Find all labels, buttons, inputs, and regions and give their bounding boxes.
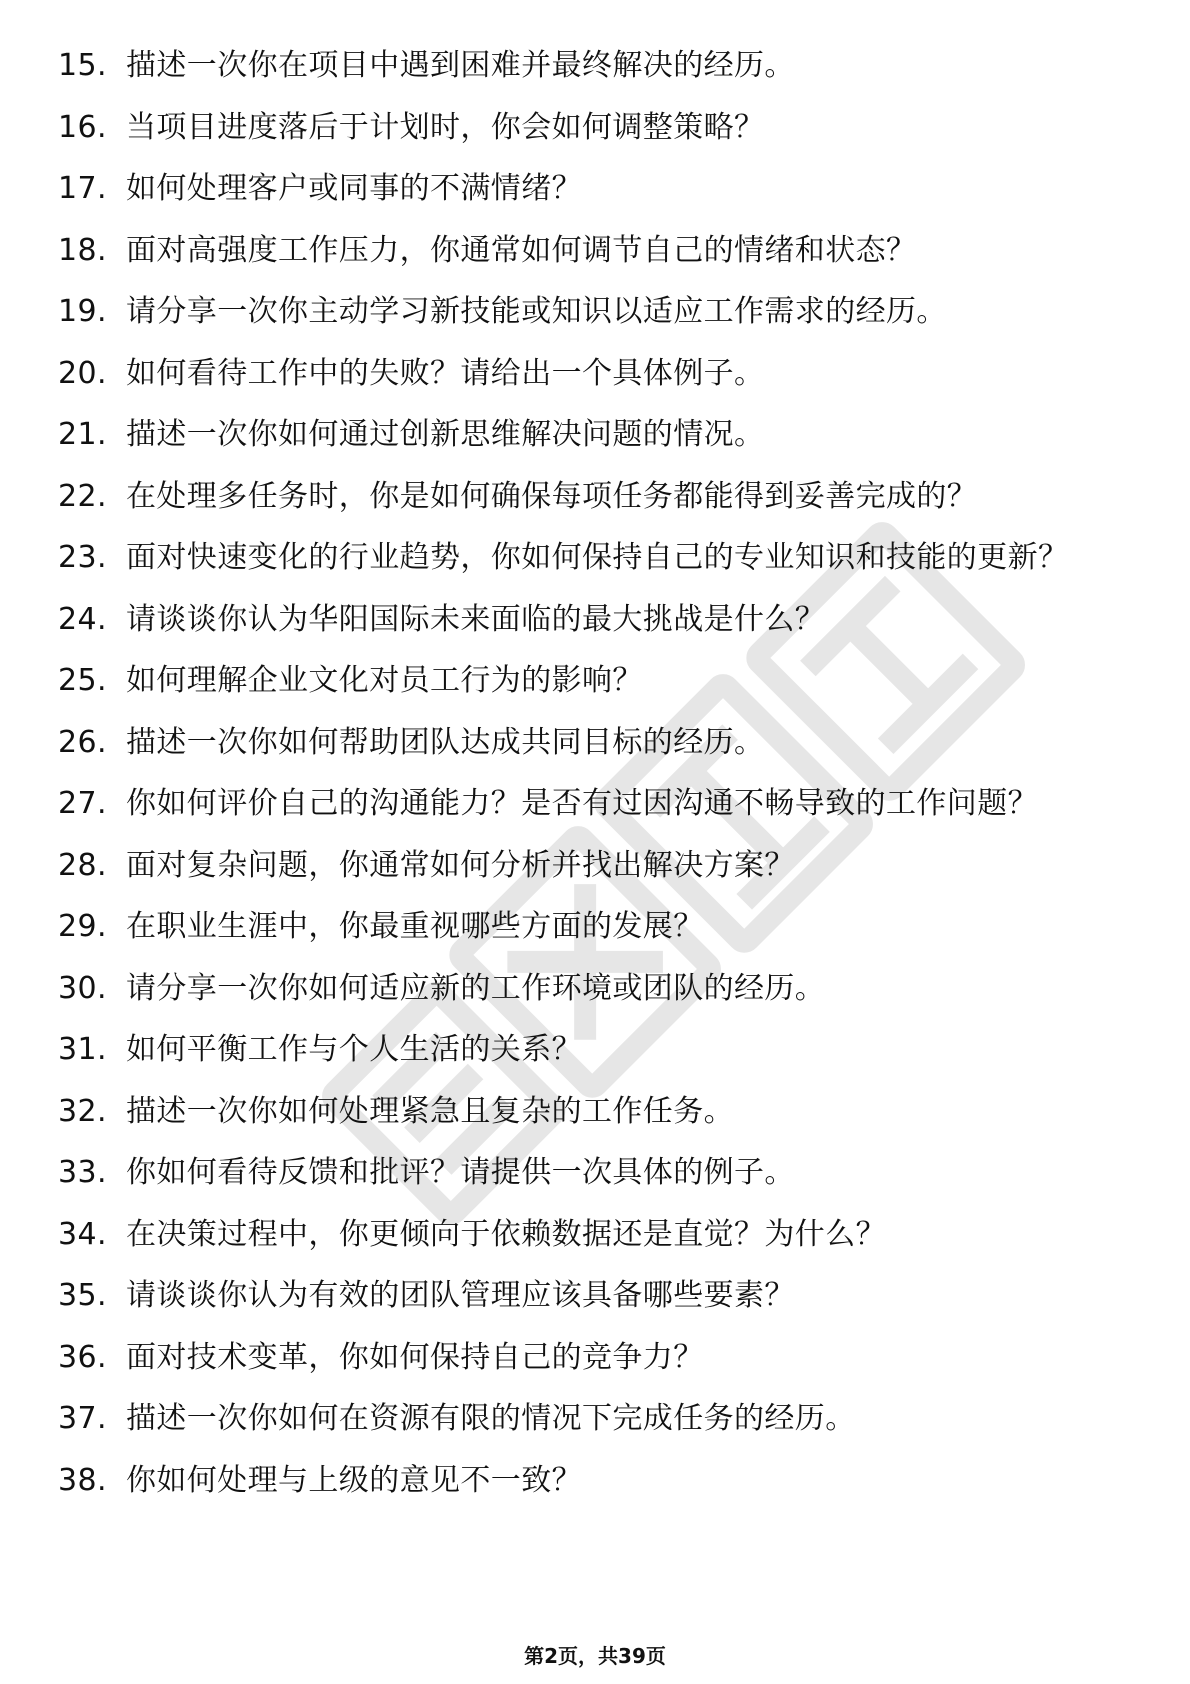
question-text: 描述一次你在项目中遇到困难并最终解决的经历。 <box>126 48 795 83</box>
list-item <box>58 1274 1118 1317</box>
question-text: 当项目进度落后于计划时，你会如何调整策略？ <box>126 109 765 145</box>
list-item <box>58 782 1118 825</box>
question-text: 描述一次你如何在资源有限的情况下完成任务的经历。 <box>126 1401 856 1436</box>
question-number: 24. <box>58 601 107 637</box>
question-number: 17. <box>58 171 107 206</box>
question-text: 请谈谈你认为有效的团队管理应该具备哪些要素？ <box>126 1278 795 1313</box>
list-item <box>58 967 1118 1010</box>
question-text: 面对复杂问题，你通常如何分析并找出解决方案？ <box>126 847 795 883</box>
question-number: 18. <box>58 232 107 268</box>
list-item <box>58 1090 1118 1133</box>
question-number: 31. <box>58 1032 107 1067</box>
question-text: 如何理解企业文化对员工行为的影响？ <box>126 663 643 698</box>
question-text: 描述一次你如何帮助团队达成共同目标的经历。 <box>126 724 765 760</box>
question-number: 23. <box>58 540 107 575</box>
list-item <box>58 475 1118 518</box>
question-text: 描述一次你如何通过创新思维解决问题的情况。 <box>126 417 765 452</box>
question-number: 16. <box>58 109 107 145</box>
list-item <box>58 229 1118 272</box>
question-number: 25. <box>58 663 107 698</box>
list-item <box>58 1459 1118 1502</box>
question-text: 你如何处理与上级的意见不一致？ <box>126 1462 582 1498</box>
list-item <box>58 844 1118 887</box>
list-item <box>58 721 1118 764</box>
list-item <box>58 1336 1118 1379</box>
list-item <box>58 413 1118 456</box>
question-number: 26. <box>58 724 107 760</box>
list-item <box>58 1213 1118 1256</box>
list-item <box>58 44 1118 87</box>
question-number: 21. <box>58 417 107 452</box>
question-text: 请谈谈你认为华阳国际未来面临的最大挑战是什么？ <box>126 601 826 637</box>
question-text: 请分享一次你如何适应新的工作环境或团队的经历。 <box>126 970 826 1006</box>
question-number: 22. <box>58 478 107 514</box>
question-number: 33. <box>58 1155 107 1190</box>
question-number: 32. <box>58 1093 107 1129</box>
question-number: 20. <box>58 355 107 391</box>
question-list <box>58 44 1118 1520</box>
list-item <box>58 1028 1118 1071</box>
question-number: 27. <box>58 786 107 821</box>
list-item <box>58 905 1118 948</box>
question-number: 28. <box>58 847 107 883</box>
question-text: 面对快速变化的行业趋势，你如何保持自己的专业知识和技能的更新？ <box>126 540 1069 575</box>
question-text: 你如何看待反馈和批评？请提供一次具体的例子。 <box>126 1155 795 1190</box>
question-text: 描述一次你如何处理紧急且复杂的工作任务。 <box>126 1093 734 1129</box>
list-item <box>58 1397 1118 1440</box>
page-footer: 第2页，共39页 <box>524 1644 666 1668</box>
question-text: 在职业生涯中，你最重视哪些方面的发展？ <box>126 909 704 944</box>
question-text: 面对高强度工作压力，你通常如何调节自己的情绪和状态？ <box>126 232 917 268</box>
question-number: 36. <box>58 1339 107 1375</box>
question-number: 30. <box>58 970 107 1006</box>
question-number: 38. <box>58 1462 107 1498</box>
question-number: 34. <box>58 1216 107 1252</box>
question-text: 如何处理客户或同事的不满情绪？ <box>126 171 582 206</box>
question-number: 37. <box>58 1401 107 1436</box>
list-item <box>58 659 1118 702</box>
list-item <box>58 106 1118 149</box>
list-item <box>58 598 1118 641</box>
list-item <box>58 352 1118 395</box>
question-number: 15. <box>58 48 107 83</box>
question-text: 在处理多任务时，你是如何确保每项任务都能得到妥善完成的？ <box>126 478 978 514</box>
list-item <box>58 536 1118 579</box>
question-text: 如何平衡工作与个人生活的关系？ <box>126 1032 582 1067</box>
question-text: 你如何评价自己的沟通能力？是否有过因沟通不畅导致的工作问题？ <box>126 786 1038 821</box>
question-text: 面对技术变革，你如何保持自己的竞争力？ <box>126 1339 704 1375</box>
question-text: 在决策过程中，你更倾向于依赖数据还是直觉？为什么？ <box>126 1216 886 1252</box>
list-item <box>58 1151 1118 1194</box>
question-number: 29. <box>58 909 107 944</box>
question-text: 如何看待工作中的失败？请给出一个具体例子。 <box>126 355 765 391</box>
question-text: 请分享一次你主动学习新技能或知识以适应工作需求的经历。 <box>126 294 947 329</box>
question-number: 35. <box>58 1278 107 1313</box>
question-number: 19. <box>58 294 107 329</box>
list-item <box>58 290 1118 333</box>
list-item <box>58 167 1118 210</box>
